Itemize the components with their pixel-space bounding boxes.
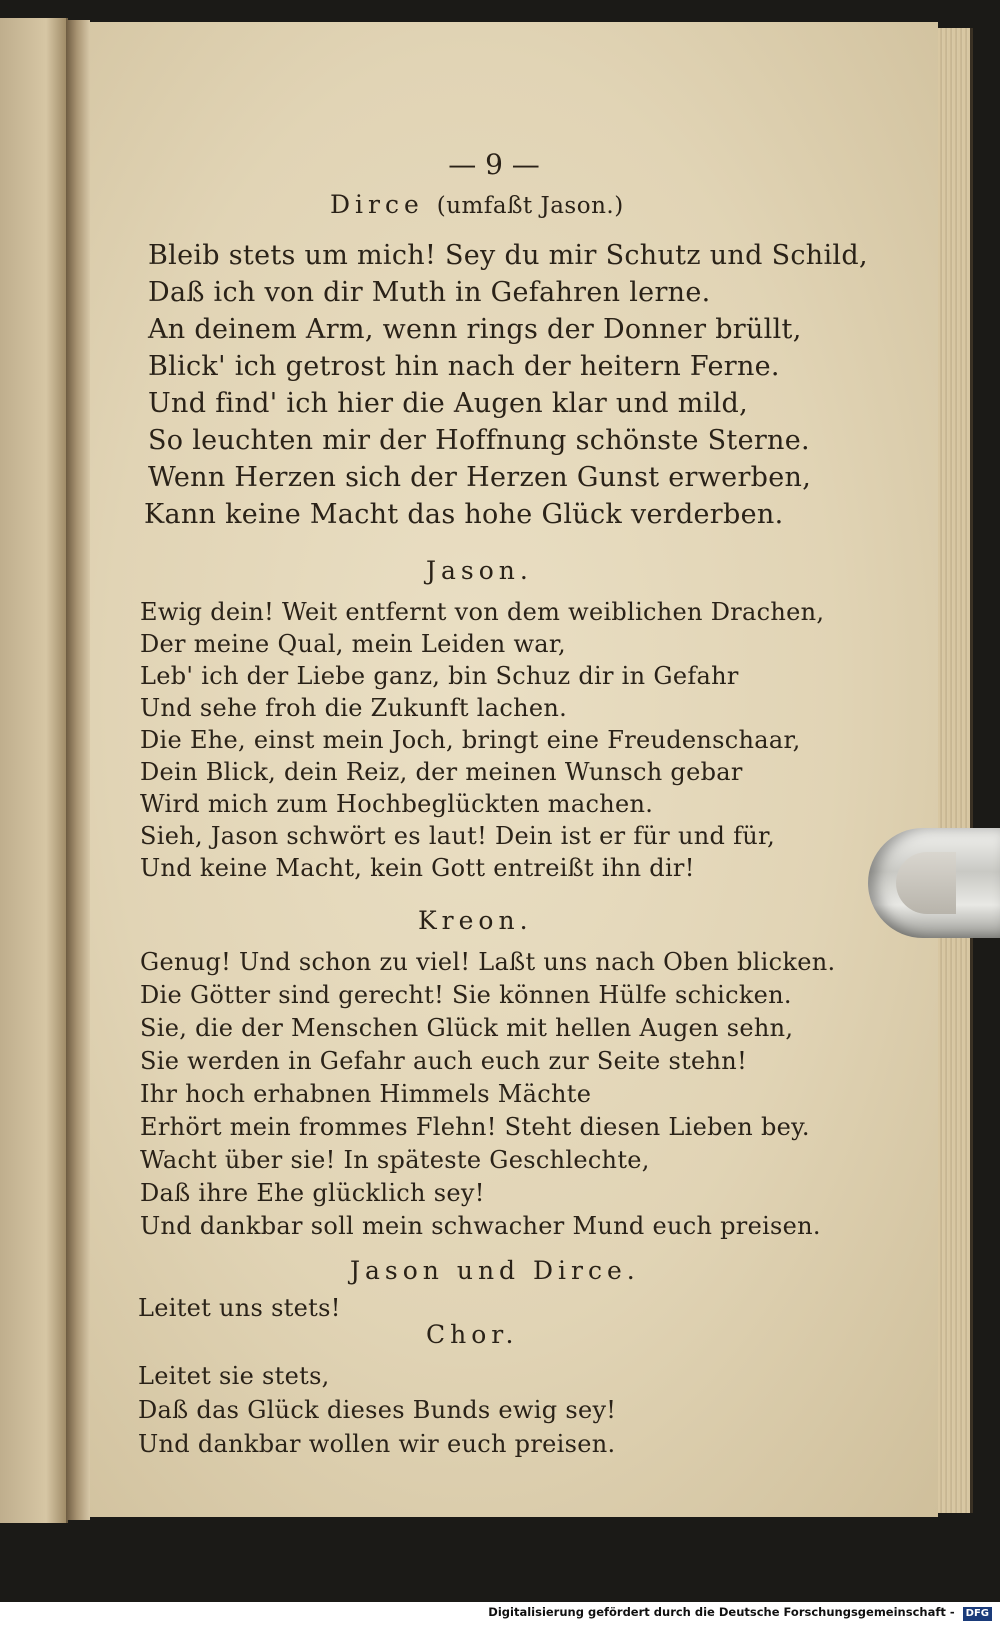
page-number: — 9 —	[448, 148, 540, 181]
footer-credit-text: Digitalisierung gefördert durch die Deutsche Forschungsgemeinschaft -	[488, 1605, 955, 1619]
speaker-name: Dirce	[330, 190, 424, 219]
speaker-heading: Kreon.	[418, 906, 533, 935]
verse-line: Wacht über sie! In späteste Geschlechte,	[140, 1146, 650, 1174]
verse-line: Sie werden in Gefahr auch euch zur Seite stehn!	[140, 1047, 748, 1075]
verse-line: Wird mich zum Hochbeglückten machen.	[140, 790, 654, 818]
stage-direction: (umfaßt Jason.)	[436, 193, 624, 219]
verse-line: Dein Blick, dein Reiz, der meinen Wunsch gebar	[140, 758, 743, 786]
verse-line: Leitet uns stets!	[138, 1294, 341, 1322]
verse-line: Und dankbar soll mein schwacher Mund euch preisen.	[140, 1212, 821, 1240]
verse-line: Daß ihre Ehe glücklich sey!	[140, 1179, 485, 1207]
speaker-heading	[330, 190, 624, 219]
verse-line: An deinem Arm, wenn rings der Donner brüllt,	[148, 314, 802, 345]
verse-line: Daß das Glück dieses Bunds ewig sey!	[138, 1396, 617, 1424]
verse-line: Die Ehe, einst mein Joch, bringt eine Freudenschaar,	[140, 726, 801, 754]
verse-line: Und dankbar wollen wir euch preisen.	[138, 1430, 616, 1458]
verse-line: Leitet sie stets,	[138, 1362, 330, 1390]
book-gutter	[66, 20, 90, 1520]
verse-line: Der meine Qual, mein Leiden war,	[140, 630, 566, 658]
verse-line: Wenn Herzen sich der Herzen Gunst erwerben,	[148, 462, 812, 493]
speaker-heading: Jason und Dirce.	[350, 1256, 640, 1285]
speaker-heading: Jason.	[426, 556, 533, 585]
speaker-heading: Chor.	[426, 1320, 519, 1349]
verse-line: Genug! Und schon zu viel! Laßt uns nach Oben blicken.	[140, 948, 836, 976]
verse-line: Die Götter sind gerecht! Sie können Hülfe schicken.	[140, 981, 792, 1009]
verse-line: Und keine Macht, kein Gott entreißt ihn dir!	[140, 854, 695, 882]
dfg-logo: DFG	[963, 1607, 992, 1621]
verse-line: Bleib stets um mich! Sey du mir Schutz und Schild,	[148, 240, 868, 271]
verse-line: Sieh, Jason schwört es laut! Dein ist er für und für,	[140, 822, 776, 850]
verse-line: Blick' ich getrost hin nach der heitern Ferne.	[148, 351, 780, 382]
page-clip-inner	[896, 852, 956, 914]
verse-line: Leb' ich der Liebe ganz, bin Schuz dir in Gefahr	[140, 662, 739, 690]
left-page-edge	[0, 18, 68, 1523]
verse-line: Und find' ich hier die Augen klar und mild,	[148, 388, 749, 419]
verse-line: Erhört mein frommes Flehn! Steht diesen Lieben bey.	[140, 1113, 810, 1141]
footer-credit	[488, 1605, 992, 1621]
digitization-footer	[0, 1602, 1000, 1625]
verse-line: Ewig dein! Weit entfernt von dem weiblichen Drachen,	[140, 598, 825, 626]
verse-line: Daß ich von dir Muth in Gefahren lerne.	[148, 277, 711, 308]
verse-line: Kann keine Macht das hohe Glück verderben.	[144, 499, 784, 530]
verse-line: Und sehe froh die Zukunft lachen.	[140, 694, 568, 722]
page-stack-edge	[938, 28, 973, 1513]
verse-line: So leuchten mir der Hoffnung schönste Sterne.	[148, 425, 810, 456]
verse-line: Sie, die der Menschen Glück mit hellen Augen sehn,	[140, 1014, 794, 1042]
verse-line: Ihr hoch erhabnen Himmels Mächte	[140, 1080, 592, 1108]
